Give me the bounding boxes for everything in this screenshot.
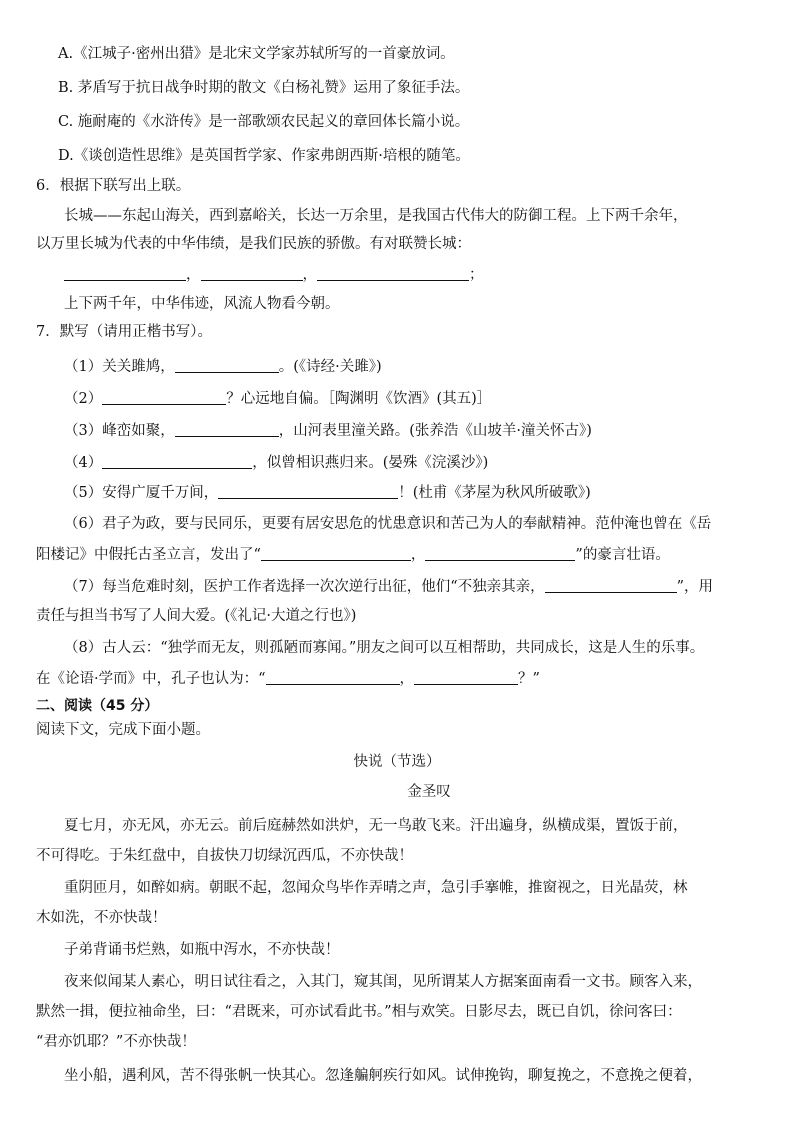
q7-item-6-line2	[36, 544, 670, 565]
passage-p4-line3: “君亦饥耶？”不亦快哉！	[36, 1034, 196, 1050]
q7-item-7-line1	[64, 576, 713, 597]
passage-p4-line1: 夜来似闻某人素心，明日试往看之，入其门，窥其闺，见所谓某人方据案面南看一文书。顾客入来，	[64, 974, 702, 990]
item-text: （3）峰峦如聚，	[64, 423, 175, 439]
passage-p5: 坐小船，遇利风，苦不得张帆一快其心。忽逢艑舸疾行如风。试伸挽钩，聊复挽之，不意挽之便着，	[64, 1068, 702, 1084]
answer-blank[interactable]	[317, 264, 469, 281]
item-text: （1）关关雎鸠，	[64, 359, 175, 375]
passage-author: 金圣叹	[407, 784, 451, 800]
answer-blank[interactable]	[175, 356, 279, 373]
passage-p2-line1: 重阴匝月，如醉如病。朝眠不起，忽闻众鸟毕作弄晴之声，急引手搴帷，推窗视之，日光晶荧，林	[64, 880, 688, 896]
answer-blank[interactable]	[201, 264, 303, 281]
answer-blank[interactable]	[425, 544, 575, 561]
q7-item-8-line2	[36, 668, 540, 689]
q7-item-2	[64, 388, 491, 409]
item-text: ，山河表里潼关路。(张养浩《山坡羊·潼关怀古》)	[278, 423, 592, 439]
q7-item-7-line2: 责任与担当书写了人间大爱。(《礼记·大道之行也》)	[36, 608, 357, 624]
passage-p4-line2: 默然一揖，便拉袖命坐，曰：“君既来，可亦试看此书。”相与欢笑。日影尽去，既已自饥，徐问客曰：	[36, 1004, 682, 1020]
item-text: ！(杜甫《茅屋为秋风所破歌》)	[398, 485, 591, 501]
q7-item-8-line1: （8）古人云：“独学而无友，则孤陋而寡闻。”朋友之间可以互相帮助，共同成长，这是人生的乐事。	[64, 640, 705, 656]
answer-blank[interactable]	[102, 452, 252, 469]
option-b: B. 茅盾写于抗日战争时期的散文《白杨礼赞》运用了象征手法。	[58, 80, 470, 96]
q7-item-1	[64, 356, 382, 377]
q6-paragraph-line1: 长城——东起山海关，西到嘉峪关，长达一万余里，是我国古代伟大的防御工程。上下两千余年，	[64, 208, 688, 224]
item-text: （4）	[64, 455, 103, 471]
section-2-instruction: 阅读下文，完成下面小题。	[36, 722, 210, 738]
q6-paragraph-line2: 以万里长城为代表的中华伟绩，是我们民族的骄傲。有对联赞长城：	[36, 236, 471, 252]
item-text: （2）	[64, 391, 103, 407]
q6-lower-couplet: 上下两千年，中华伟迹，风流人物看今朝。	[64, 296, 340, 312]
q7-item-4	[64, 452, 488, 473]
passage-title: 快说（节选）	[353, 754, 441, 770]
separator: ；	[469, 267, 484, 283]
answer-blank[interactable]	[64, 264, 186, 281]
item-text: （5）安得广厦千万间，	[64, 485, 219, 501]
option-c: C. 施耐庵的《水浒传》是一部歌颂农民起义的章回体长篇小说。	[58, 114, 470, 130]
item-text: 在《论语·学而》中，孔子也认为：“	[36, 671, 266, 687]
option-a: A.《江城子·密州出猎》是北宋文学家苏轼所写的一首豪放词。	[58, 46, 455, 62]
item-text: ，	[410, 547, 426, 563]
passage-p3: 子弟背诵书烂熟，如瓶中泻水，不亦快哉！	[64, 942, 340, 958]
answer-blank[interactable]	[175, 420, 279, 437]
question-7-title: 7．默写（请用正楷书写）。	[36, 324, 212, 340]
item-text: ，似曾相识燕归来。(晏殊《浣溪沙》)	[252, 455, 489, 471]
answer-blank[interactable]	[414, 668, 518, 685]
q6-answer-line	[64, 264, 484, 285]
item-text: （7）每当危难时刻，医护工作者选择一次次逆行出征，他们“不独亲其亲，	[64, 579, 545, 595]
q7-item-5	[64, 482, 591, 503]
answer-blank[interactable]	[218, 482, 398, 499]
section-2-heading: 二、阅读（45 分）	[36, 698, 159, 714]
item-text: ？心远地自偏。［陶渊明《饮酒》(其五)］	[226, 391, 492, 407]
answer-blank[interactable]	[545, 576, 677, 593]
passage-p1-line2: 不可得吃。于朱红盘中，自拔快刀切绿沉西瓜，不亦快哉！	[36, 848, 413, 864]
item-text: ？”	[518, 671, 540, 687]
passage-p2-line2: 木如洗，不亦快哉！	[36, 910, 167, 926]
answer-blank[interactable]	[102, 388, 226, 405]
answer-blank[interactable]	[266, 668, 400, 685]
passage-p1-line1: 夏七月，亦无风，亦无云。前后庭赫然如洪炉，无一鸟敢飞来。汗出遍身，纵横成渠，置饭于前，	[64, 818, 688, 834]
item-text: ，	[399, 671, 415, 687]
question-6-title: 6．根据下联写出上联。	[36, 178, 191, 194]
option-d: D.《谈创造性思维》是英国哲学家、作家弗朗西斯·培根的随笔。	[58, 148, 470, 164]
item-text: ”的豪言壮语。	[575, 547, 670, 563]
item-text: 。(《诗经·关雎》)	[278, 359, 382, 375]
separator: ，	[186, 267, 201, 283]
q7-item-3	[64, 420, 592, 441]
item-text: 阳楼记》中假托古圣立言，发出了“	[36, 547, 261, 563]
item-text: ”，用	[676, 579, 714, 595]
answer-blank[interactable]	[261, 544, 411, 561]
separator: ，	[302, 267, 317, 283]
q7-item-6-line1: （6）君子为政，要与民同乐，更要有居安思危的忧患意识和苦己为人的奉献精神。范仲淹也曾在《岳	[64, 516, 712, 532]
